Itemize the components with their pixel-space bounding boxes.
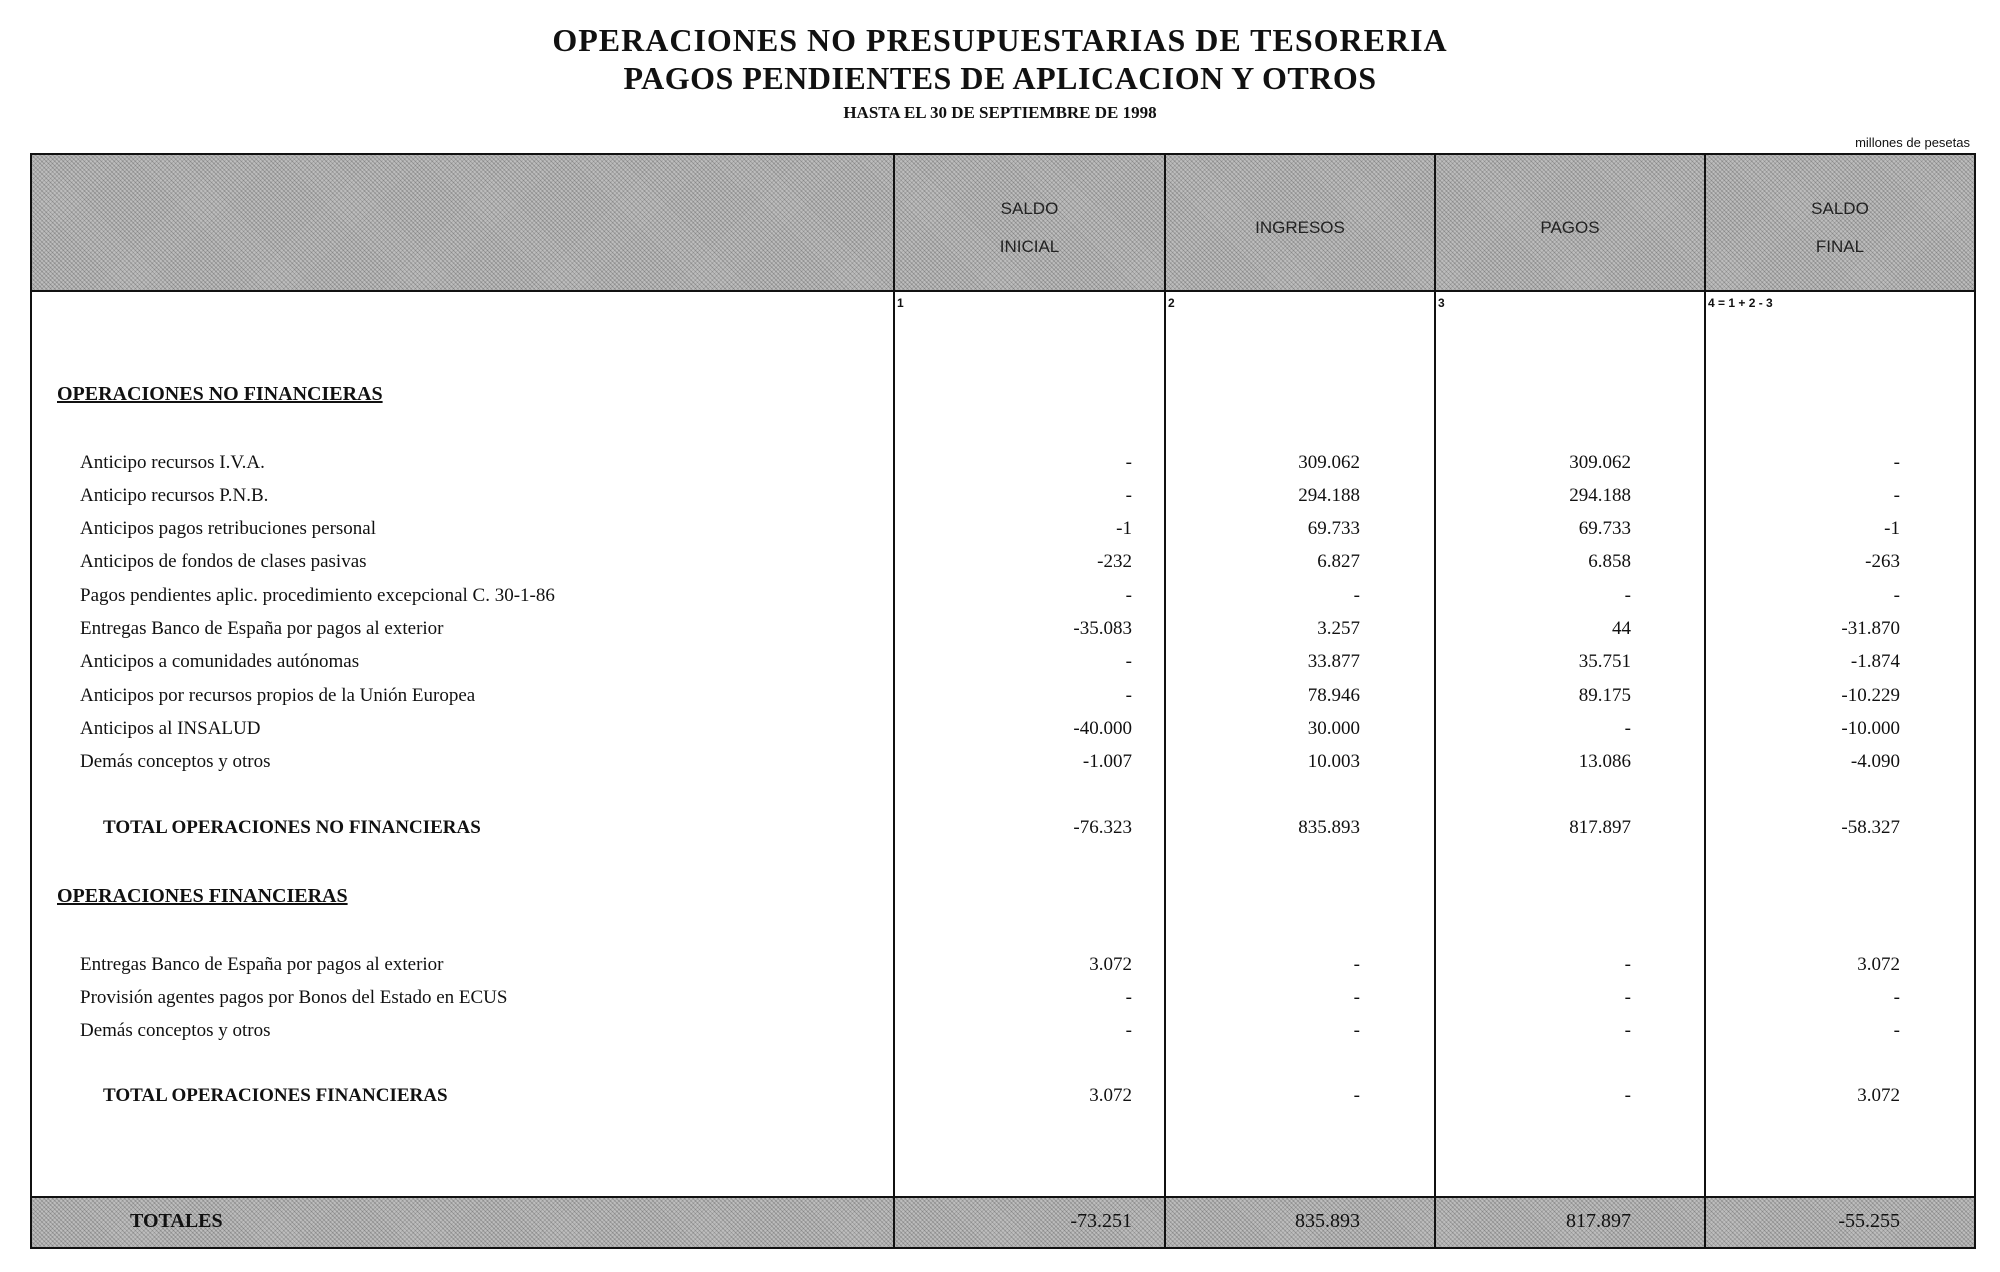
cell-pagos: 69.733 [1578,518,1631,539]
cell-saldo-final: -31.870 [1841,618,1900,639]
section-heading: OPERACIONES FINANCIERAS [57,885,348,907]
cell-saldo-inicial: - [1125,452,1132,473]
document-subtitle: PAGOS PENDIENTES DE APLICACION Y OTROS [623,60,1377,96]
cell-saldo-inicial: -1.007 [1082,751,1132,772]
table-row [0,585,2000,613]
cell-ingresos: 835.893 [1295,1210,1360,1232]
cell-saldo-final: - [1893,452,1900,473]
column-number: 1 [897,296,904,310]
cell-ingresos: 6.827 [1317,551,1360,572]
row-label: Anticipos al INSALUD [80,718,261,739]
column-header-ingresos: INGRESOS [1255,218,1345,237]
cell-saldo-final: - [1893,485,1900,506]
row-label: Entregas Banco de España por pagos al exterior [80,954,444,975]
cell-pagos: - [1624,1020,1631,1041]
cell-saldo-final: -1 [1884,518,1900,539]
row-label: TOTAL OPERACIONES NO FINANCIERAS [103,817,481,838]
cell-ingresos: - [1353,1020,1360,1041]
cell-saldo-final: -10.000 [1841,718,1900,739]
table-row [0,452,2000,480]
column-number: 3 [1438,296,1445,310]
cell-saldo-final: -58.327 [1841,817,1900,838]
totals-divider [30,1196,1976,1198]
column-header-saldo-inicial: SALDO INICIAL [999,199,1060,256]
cell-saldo-final: -4.090 [1850,751,1900,772]
cell-saldo-final: -55.255 [1838,1210,1900,1232]
cell-pagos: - [1624,718,1631,739]
table-row [0,618,2000,646]
cell-pagos: 294.188 [1569,485,1631,506]
section-heading: OPERACIONES NO FINANCIERAS [57,383,383,405]
cell-pagos: - [1624,585,1631,606]
cell-pagos: 309.062 [1569,452,1631,473]
table-row [0,1020,2000,1048]
column-header-saldo-final: SALDO FINAL [1811,199,1869,256]
cell-saldo-inicial: - [1125,485,1132,506]
cell-pagos: 817.897 [1569,817,1631,838]
row-label: Demás conceptos y otros [80,751,271,772]
cell-saldo-final: - [1893,1020,1900,1041]
cell-ingresos: 835.893 [1298,817,1360,838]
document-title: OPERACIONES NO PRESUPUESTARIAS DE TESORERIA [552,22,1448,58]
table-row [0,685,2000,713]
cell-pagos: 817.897 [1566,1210,1631,1232]
cell-saldo-inicial: -35.083 [1073,618,1132,639]
cell-pagos: - [1624,987,1631,1008]
cell-saldo-final: - [1893,585,1900,606]
grand-total-row [0,1210,2000,1238]
cell-saldo-final: 3.072 [1857,954,1900,975]
table-row [0,485,2000,513]
table-row [0,551,2000,579]
cell-pagos: 6.858 [1588,551,1631,572]
cell-saldo-final: -263 [1865,551,1900,572]
row-label: Provisión agentes pagos por Bonos del Estado en ECUS [80,987,508,1008]
cell-ingresos: 78.946 [1307,685,1360,706]
subtotal-row [0,1085,2000,1113]
row-label: Pagos pendientes aplic. procedimiento excepcional C. 30-1-86 [80,585,555,606]
document-date: HASTA EL 30 DE SEPTIEMBRE DE 1998 [843,103,1157,122]
row-label: TOTALES [130,1210,223,1232]
row-label: Entregas Banco de España por pagos al exterior [80,618,444,639]
cell-pagos: - [1624,954,1631,975]
column-number: 2 [1168,296,1175,310]
cell-ingresos: - [1353,954,1360,975]
cell-pagos: 35.751 [1578,651,1631,672]
cell-ingresos: 33.877 [1307,651,1360,672]
table-row [0,651,2000,679]
cell-pagos: 44 [1612,618,1631,639]
row-label: Anticipos pagos retribuciones personal [80,518,377,539]
cell-saldo-inicial: -232 [1097,551,1132,572]
cell-ingresos: 294.188 [1298,485,1360,506]
cell-ingresos: 3.257 [1317,618,1360,639]
cell-pagos: 13.086 [1578,751,1631,772]
cell-saldo-inicial: - [1125,1020,1132,1041]
row-label: Demás conceptos y otros [80,1020,271,1041]
cell-ingresos: 30.000 [1307,718,1360,739]
cell-saldo-final: 3.072 [1857,1085,1900,1106]
cell-pagos: - [1624,1085,1631,1106]
cell-ingresos: 309.062 [1298,452,1360,473]
row-label: TOTAL OPERACIONES FINANCIERAS [103,1085,448,1106]
row-label: Anticipos de fondos de clases pasivas [80,551,367,572]
cell-ingresos: 69.733 [1307,518,1360,539]
row-label: Anticipo recursos P.N.B. [80,485,269,506]
table-row [0,987,2000,1015]
cell-ingresos: - [1353,1085,1360,1106]
table-row [0,751,2000,779]
cell-saldo-inicial: 3.072 [1089,954,1132,975]
row-label: Anticipos por recursos propios de la Unión Europea [80,685,476,706]
cell-saldo-inicial: 3.072 [1089,1085,1132,1106]
cell-saldo-inicial: -40.000 [1073,718,1132,739]
cell-saldo-final: -10.229 [1841,685,1900,706]
cell-ingresos: - [1353,987,1360,1008]
table-row [0,718,2000,746]
cell-saldo-inicial: - [1125,651,1132,672]
units-label: millones de pesetas [1855,135,1970,150]
subtotal-row [0,817,2000,845]
cell-saldo-inicial: -76.323 [1073,817,1132,838]
table-row [0,954,2000,982]
cell-saldo-final: -1.874 [1850,651,1900,672]
cell-saldo-inicial: - [1125,585,1132,606]
cell-saldo-inicial: -1 [1116,518,1132,539]
cell-ingresos: 10.003 [1307,751,1360,772]
cell-saldo-inicial: -73.251 [1070,1210,1132,1232]
table-row [0,518,2000,546]
header-divider [30,290,1976,292]
column-number: 4 = 1 + 2 - 3 [1708,296,1773,310]
cell-saldo-inicial: - [1125,987,1132,1008]
row-label: Anticipo recursos I.V.A. [80,452,265,473]
row-label: Anticipos a comunidades autónomas [80,651,360,672]
cell-saldo-final: - [1893,987,1900,1008]
cell-ingresos: - [1353,585,1360,606]
column-header-pagos: PAGOS [1540,218,1600,237]
cell-saldo-inicial: - [1125,685,1132,706]
cell-pagos: 89.175 [1578,685,1631,706]
